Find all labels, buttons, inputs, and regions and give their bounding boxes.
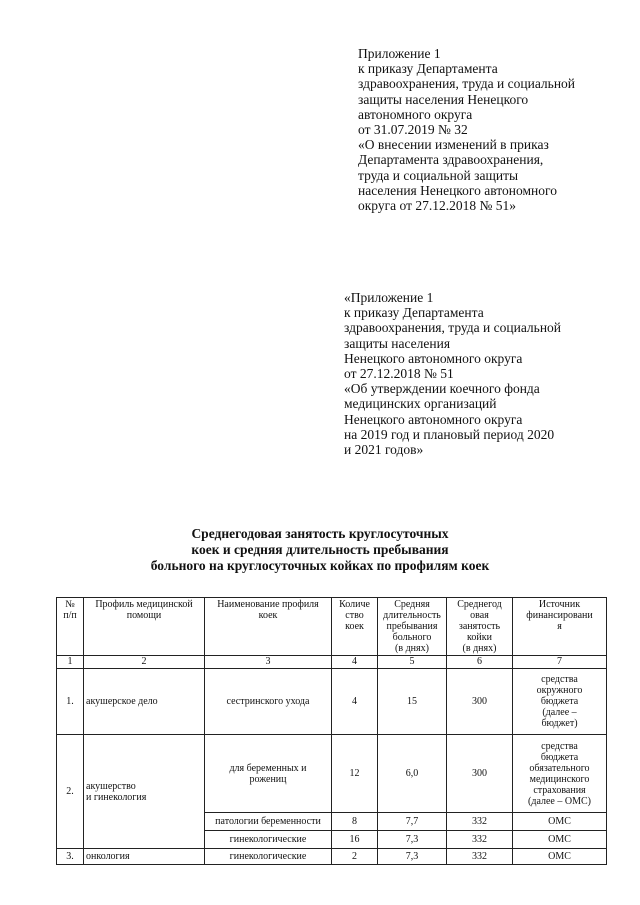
column-header: № п/п: [57, 598, 84, 656]
column-number: 1: [57, 656, 84, 669]
care-profile: онкология: [84, 849, 205, 865]
appendix-line: на 2019 год и плановый период 2020: [344, 426, 555, 442]
appendix-line: автономного округа: [358, 106, 473, 122]
column-header: Источник финансировани я: [513, 598, 607, 656]
column-number: 7: [513, 656, 607, 669]
bed-profile: патологии беременности: [205, 813, 332, 831]
avg-occupancy: 332: [447, 813, 513, 831]
avg-occupancy: 300: [447, 669, 513, 735]
avg-stay: 15: [378, 669, 447, 735]
column-header: Наименование профиля коек: [205, 598, 332, 656]
bed-profile: для беременных и рожениц: [205, 735, 332, 813]
title-line: больного на круглосуточных койках по профилям коек: [150, 558, 490, 573]
care-profile: акушерское дело: [84, 669, 205, 735]
appendix-line: к приказу Департамента: [344, 305, 484, 321]
bed-count: 4: [332, 669, 378, 735]
bed-profile: гинекологические: [205, 831, 332, 849]
appendix-note-current: [358, 46, 575, 213]
appendix-line: труда и социальной защиты: [358, 167, 519, 183]
appendix-line: защиты населения Ненецкого: [358, 91, 529, 107]
table-row: [57, 849, 607, 865]
bed-count: 2: [332, 849, 378, 865]
appendix-line: «О внесении изменений в приказ: [358, 137, 549, 153]
appendix-line: Департамента здравоохранения,: [358, 152, 544, 168]
bed-count: 8: [332, 813, 378, 831]
bed-profile: сестринского ухода: [205, 669, 332, 735]
avg-stay: 7,3: [378, 849, 447, 865]
appendix-line: и 2021 годов»: [344, 442, 424, 458]
funding-source: ОМС: [513, 849, 607, 865]
column-number: 4: [332, 656, 378, 669]
avg-stay: 7,7: [378, 813, 447, 831]
appendix-line: населения Ненецкого автономного: [358, 182, 557, 198]
table-row: [57, 669, 607, 735]
avg-stay: 6,0: [378, 735, 447, 813]
table-header-row: [57, 598, 607, 656]
appendix-line: «Об утверждении коечного фонда: [344, 381, 540, 397]
appendix-line: здравоохранения, труда и социальной: [358, 76, 576, 92]
funding-source: средства окружного бюджета (далее – бюджет): [513, 669, 607, 735]
row-number: 3.: [57, 849, 84, 865]
column-header: Профиль медицинской помощи: [84, 598, 205, 656]
title-line: Среднегодовая занятость круглосуточных: [191, 526, 449, 541]
funding-source: средства бюджета обязательного медицинского страхования (далее – ОМС): [513, 735, 607, 813]
bed-count: 12: [332, 735, 378, 813]
bed-profile: гинекологические: [205, 849, 332, 865]
bed-count: 16: [332, 831, 378, 849]
care-profile: акушерство и гинекология: [84, 735, 205, 849]
avg-occupancy: 300: [447, 735, 513, 813]
funding-source: ОМС: [513, 813, 607, 831]
bed-occupancy-table: [56, 597, 607, 865]
appendix-line: к приказу Департамента: [358, 61, 498, 77]
avg-occupancy: 332: [447, 831, 513, 849]
row-number: 1.: [57, 669, 84, 735]
column-number: 6: [447, 656, 513, 669]
column-header: Средняя длительность пребывания больного (в днях): [378, 598, 447, 656]
row-number: 2.: [57, 735, 84, 849]
appendix-line: Ненецкого автономного округа: [344, 350, 523, 366]
appendix-line: защиты населения: [344, 335, 451, 351]
column-number: 5: [378, 656, 447, 669]
appendix-line: от 27.12.2018 № 51: [344, 366, 454, 382]
appendix-line: от 31.07.2019 № 32: [358, 122, 468, 138]
title-line: коек и средняя длительность пребывания: [191, 542, 449, 557]
appendix-note-original: [344, 290, 561, 457]
column-number: 2: [84, 656, 205, 669]
appendix-line: Ненецкого автономного округа: [344, 411, 523, 427]
appendix-line: Приложение 1: [358, 46, 441, 61]
table-row: [57, 735, 607, 813]
avg-occupancy: 332: [447, 849, 513, 865]
appendix-line: округа от 27.12.2018 № 51»: [358, 198, 517, 214]
avg-stay: 7,3: [378, 831, 447, 849]
column-header: Среднегод овая занятость койки (в днях): [447, 598, 513, 656]
column-header: Количе ство коек: [332, 598, 378, 656]
appendix-line: «Приложение 1: [344, 290, 434, 305]
appendix-line: здравоохранения, труда и социальной: [344, 320, 562, 336]
column-number-row: [57, 656, 607, 669]
funding-source: ОМС: [513, 831, 607, 849]
appendix-line: медицинских организаций: [344, 396, 497, 412]
document-title: [0, 526, 640, 574]
column-number: 3: [205, 656, 332, 669]
